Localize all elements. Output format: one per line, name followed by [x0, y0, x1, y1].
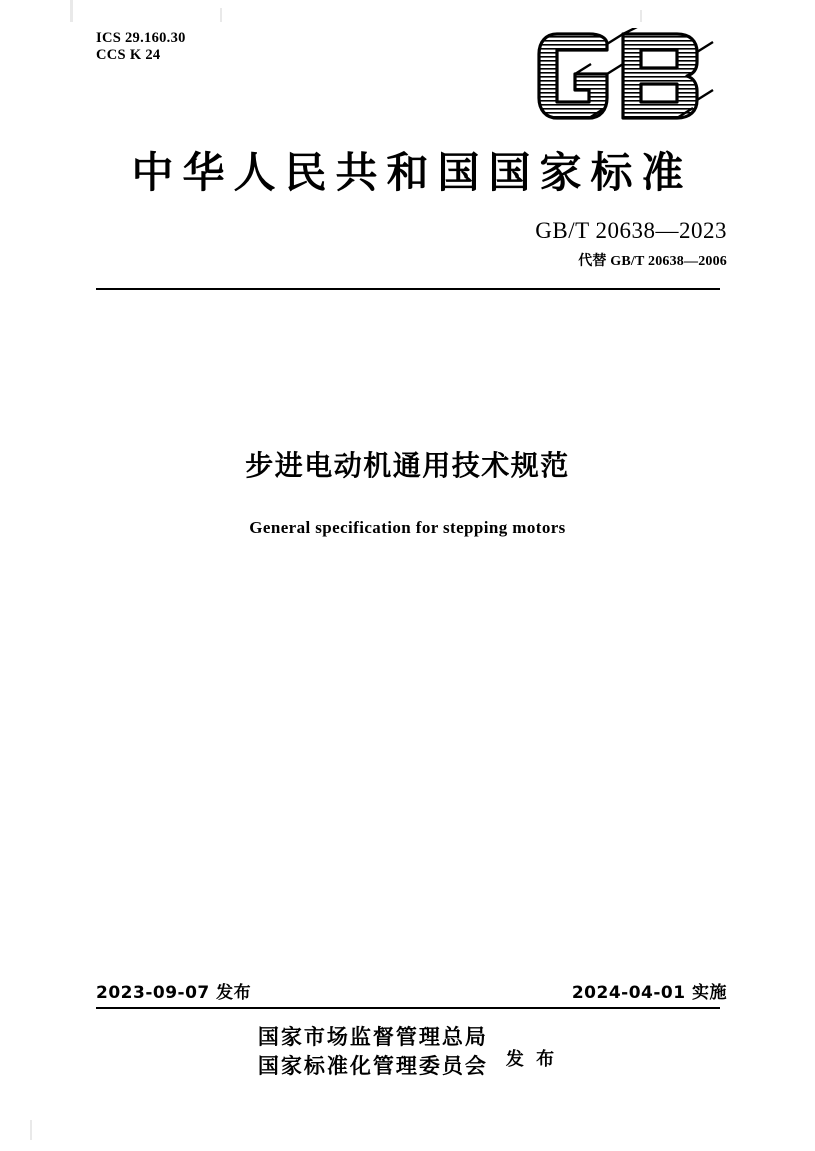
scan-artifact — [640, 10, 642, 22]
publisher-line-2: 国家标准化管理委员会 — [257, 1053, 488, 1078]
page-title: 中华人民共和国国家标准 — [131, 148, 693, 197]
standard-number: GB/T 20638—2023 — [535, 218, 727, 243]
publisher-block — [0, 1022, 815, 1080]
ics-code: ICS 29.160.30 — [96, 30, 186, 46]
publisher-line-1: 国家市场监督管理总局 — [257, 1024, 488, 1049]
scan-artifact — [70, 0, 73, 22]
gb-logo-icon — [537, 28, 727, 124]
ccs-code: CCS K 24 — [96, 47, 161, 63]
implementation-date: 2024-04-01 实施 — [571, 983, 727, 1003]
scan-artifact — [220, 8, 222, 22]
issue-date: 2023-09-07 发布 — [96, 983, 252, 1003]
standard-replaces: 代替 GB/T 20638—2006 — [578, 254, 727, 269]
publisher-verb: 发 布 — [505, 1049, 558, 1070]
scan-artifact — [30, 1120, 32, 1140]
document-title-chinese: 步进电动机通用技术规范 — [245, 449, 570, 482]
classification-codes — [96, 30, 186, 64]
footer-divider — [96, 1007, 720, 1009]
publisher-names — [258, 1022, 488, 1080]
document-title-english: General specification for stepping motors — [249, 518, 566, 537]
header-divider — [96, 288, 720, 290]
